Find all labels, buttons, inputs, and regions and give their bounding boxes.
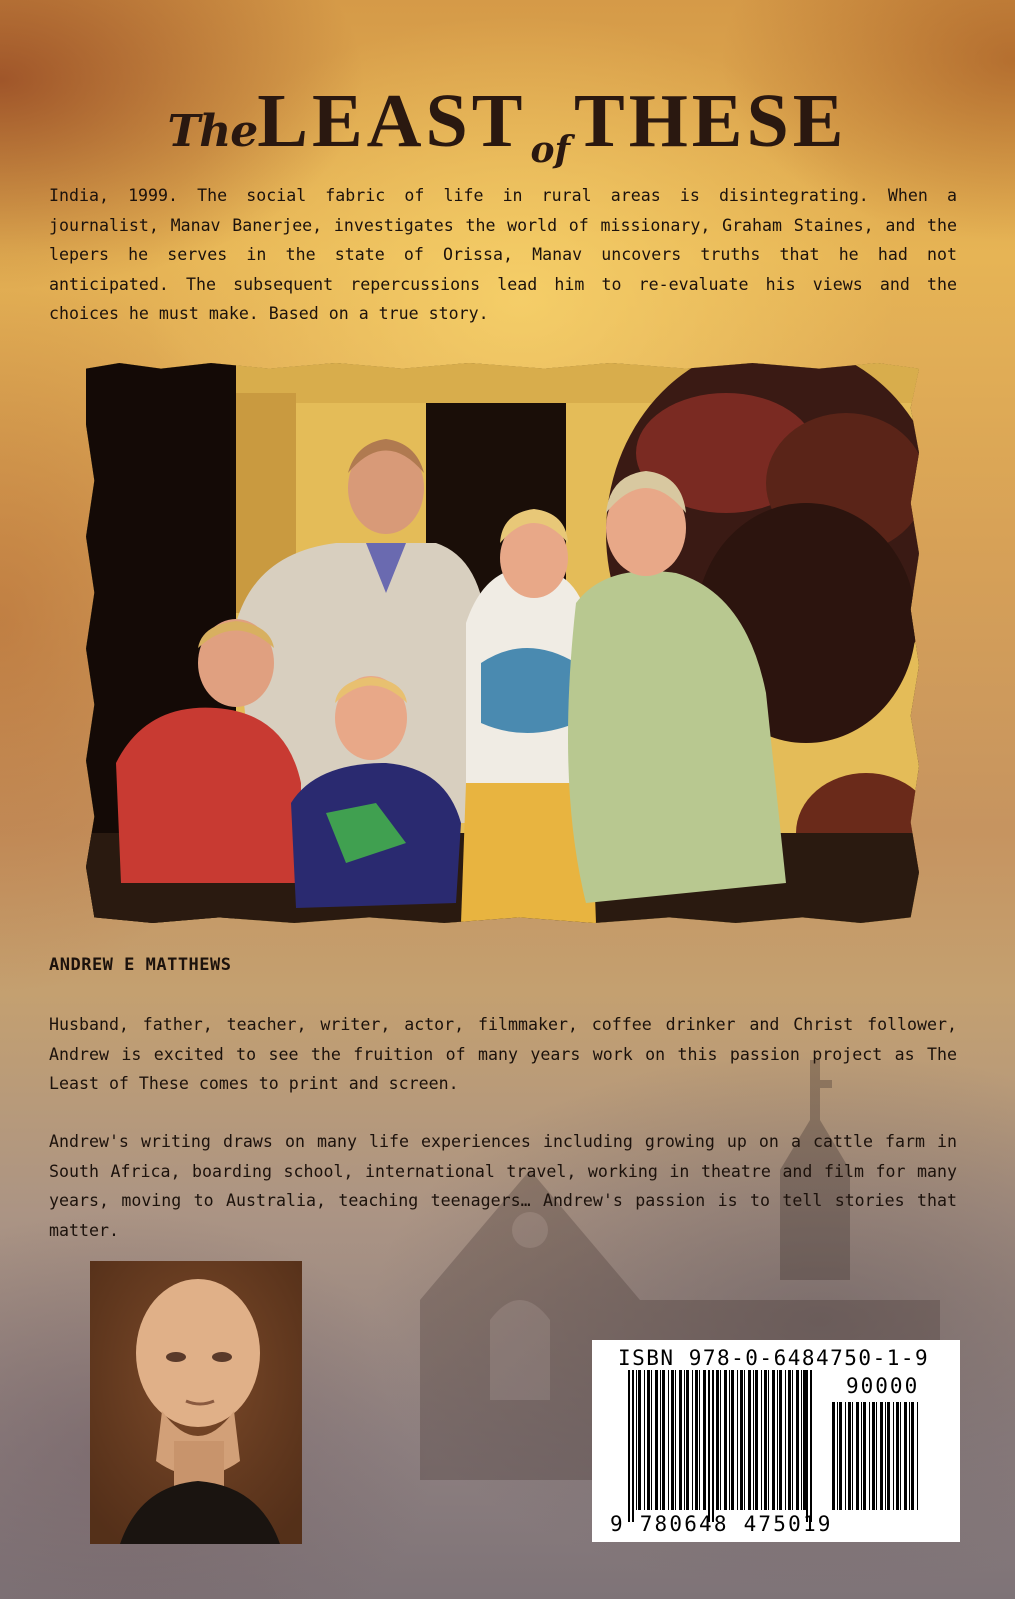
barcode-bar <box>917 1402 918 1510</box>
barcode-bar <box>662 1370 665 1510</box>
barcode-bar <box>675 1370 676 1510</box>
barcode-guard-bar <box>632 1370 634 1522</box>
barcode-bar <box>832 1402 835 1510</box>
barcode-bar <box>755 1370 758 1510</box>
barcode-bar <box>801 1370 802 1510</box>
barcode-bar <box>839 1402 842 1510</box>
barcode-guard-bar <box>708 1370 710 1522</box>
author-portrait <box>90 1261 302 1544</box>
barcode-bar <box>893 1402 894 1510</box>
barcode-bar <box>638 1370 641 1510</box>
barcode-bar <box>695 1370 698 1510</box>
title-of: of <box>530 129 570 172</box>
barcode-bar <box>880 1402 883 1510</box>
barcode-bar <box>720 1370 721 1510</box>
barcode-bar <box>779 1370 782 1510</box>
barcode-bar <box>837 1402 838 1510</box>
barcode-bar <box>788 1370 791 1510</box>
barcode-bar <box>737 1370 738 1510</box>
barcode-bar <box>768 1370 769 1510</box>
barcode-bar <box>861 1402 862 1510</box>
family-photo-illustration <box>86 363 919 923</box>
barcode-bar <box>761 1370 762 1510</box>
barcode-bar <box>753 1370 754 1510</box>
barcode-bar <box>651 1370 652 1510</box>
barcode-bar <box>686 1370 689 1510</box>
barcode-bar <box>748 1370 751 1510</box>
barcode-bar <box>792 1370 793 1510</box>
barcode-guard-bar <box>712 1370 714 1522</box>
barcode-digit-first: 9 <box>610 1512 625 1536</box>
barcode-bar <box>887 1402 890 1510</box>
barcode-bar <box>684 1370 685 1510</box>
barcode-bar <box>716 1370 719 1510</box>
barcode-bar <box>845 1402 846 1510</box>
barcode-bar <box>729 1370 730 1510</box>
barcode-bar <box>872 1402 875 1510</box>
barcode-bar <box>724 1370 727 1510</box>
price-code: 90000 <box>846 1374 920 1398</box>
barcode-digits-right: 475019 <box>743 1512 833 1536</box>
synopsis-blurb: India, 1999. The social fabric of life in rural areas is disintegrating. When a journalist, Manav Banerjee, investigates the world of missionary, Graham Staines, and the lepers he serves in the state of Orissa, Manav uncovers truths that he had not anticipated. The subsequent repercussions lead him to re-evaluate his views and the choices he must make. Based on a true story. <box>49 186 957 323</box>
title-word-these: THESE <box>574 79 848 164</box>
barcode-bar <box>904 1402 907 1510</box>
barcode-bar <box>660 1370 661 1510</box>
barcode-bar <box>803 1370 806 1510</box>
barcode-bar <box>900 1402 901 1510</box>
barcode-bar <box>744 1370 745 1510</box>
barcode-bar <box>671 1370 674 1510</box>
barcode-bar <box>909 1402 910 1510</box>
barcode-bar <box>869 1402 870 1510</box>
book-title <box>0 79 1015 172</box>
barcode-guard-bar <box>806 1370 808 1522</box>
barcode-bar <box>848 1402 851 1510</box>
title-article: The <box>167 106 258 158</box>
barcode-bar <box>764 1370 767 1510</box>
author-bio-paragraph-1: Husband, father, teacher, writer, actor, filmmaker, coffee drinker and Christ follower, Andrew is excited to see the fruition of many years work on this passion project as The Least of These comes to print and screen. <box>49 1015 957 1093</box>
barcode-bar <box>668 1370 669 1510</box>
barcode-bar <box>796 1370 799 1510</box>
isbn-barcode <box>592 1340 960 1542</box>
barcode-bar <box>740 1370 743 1510</box>
barcode-bar <box>911 1402 914 1510</box>
barcode-digits <box>610 1512 833 1536</box>
barcode-bar <box>692 1370 693 1510</box>
author-portrait-illustration <box>90 1261 302 1544</box>
family-photo <box>86 363 919 923</box>
barcode-bar <box>856 1402 859 1510</box>
barcode-bar <box>896 1402 899 1510</box>
barcode-bar <box>777 1370 778 1510</box>
barcode-guard-bar <box>628 1370 630 1522</box>
barcode-bar <box>785 1370 786 1510</box>
barcode-bar <box>876 1402 877 1510</box>
barcode-bar <box>644 1370 645 1510</box>
barcode-digits-left: 780648 <box>639 1512 729 1536</box>
barcode-bar <box>647 1370 650 1510</box>
author-name: ANDREW E MATTHEWS <box>49 955 232 975</box>
barcode-bar <box>852 1402 853 1510</box>
barcode-bar <box>885 1402 886 1510</box>
barcode-guard-bar <box>810 1370 812 1522</box>
barcode-bar <box>772 1370 775 1510</box>
barcode-bar <box>679 1370 682 1510</box>
title-word-least: LEAST <box>257 79 527 164</box>
barcode-bar <box>699 1370 700 1510</box>
author-bio-paragraph-2: Andrew's writing draws on many life experiences including growing up on a cattle farm in South Africa, boarding school, international travel, working in theatre and film for many years, moving to Australia, teaching teenagers… Andrew's passion is to tell stories that matter. <box>49 1132 957 1240</box>
barcode-bar <box>655 1370 658 1510</box>
isbn-label: ISBN 978-0-6484750-1-9 <box>618 1346 930 1370</box>
barcode-bar <box>731 1370 734 1510</box>
barcode-bar <box>703 1370 706 1510</box>
barcode-bar <box>636 1370 637 1510</box>
barcode-bar <box>863 1402 866 1510</box>
